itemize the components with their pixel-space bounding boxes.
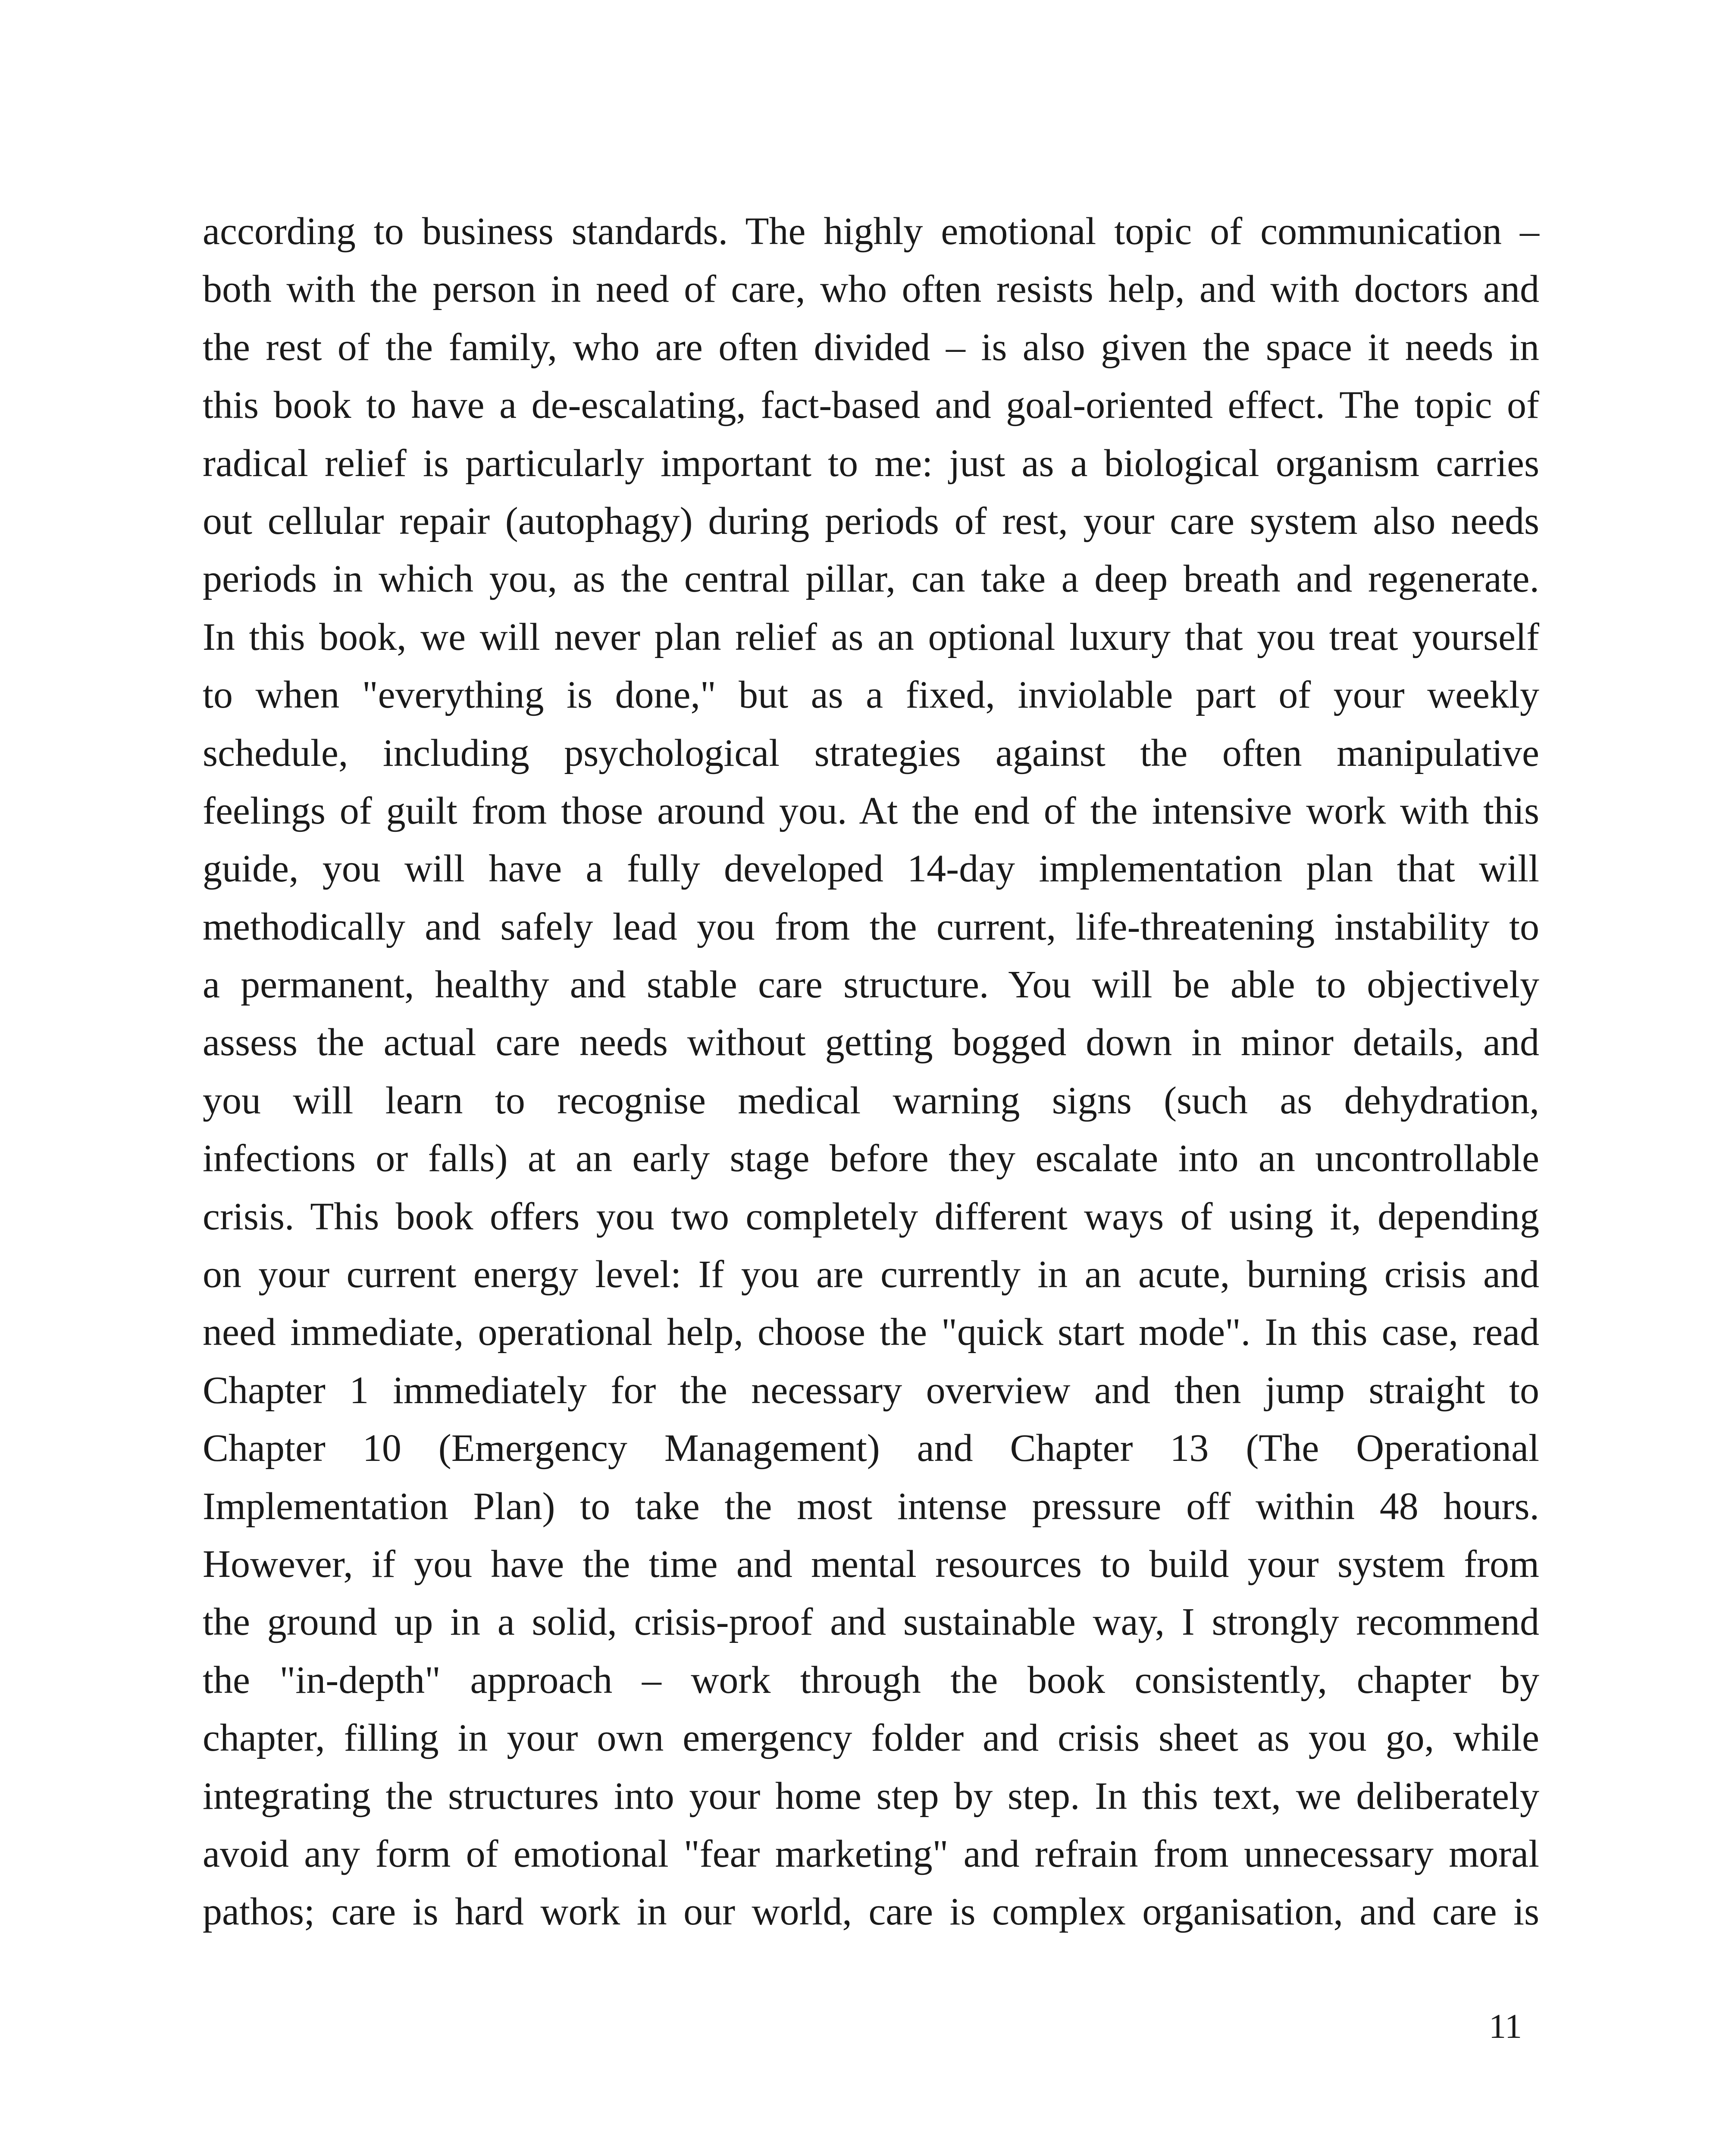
text-line: the rest of the family, who are often divided – is also given the space it needs in bbox=[203, 326, 1539, 369]
text-line: guide, you will have a fully developed 14-day implementation plan that will bbox=[203, 847, 1539, 890]
text-line: crisis. This book offers you two completely different ways of using it, depending bbox=[203, 1195, 1539, 1238]
body-text bbox=[203, 203, 1539, 1941]
text-line: chapter, filling in your own emergency folder and crisis sheet as you go, while bbox=[203, 1717, 1539, 1760]
text-line: the ground up in a solid, crisis-proof and sustainable way, I strongly recommend bbox=[203, 1601, 1539, 1644]
text-line: out cellular repair (autophagy) during periods of rest, your care system also needs bbox=[203, 499, 1539, 542]
text-line: this book to have a de-escalating, fact-based and goal-oriented effect. The topic of bbox=[203, 384, 1539, 427]
text-line: Chapter 1 immediately for the necessary overview and then jump straight to bbox=[203, 1369, 1539, 1412]
text-line: on your current energy level: If you are currently in an acute, burning crisis and bbox=[203, 1253, 1539, 1296]
text-line: infections or falls) at an early stage before they escalate into an uncontrollable bbox=[203, 1137, 1539, 1180]
text-line: a permanent, healthy and stable care structure. You will be able to objectively bbox=[203, 963, 1539, 1006]
text-line: In this book, we will never plan relief as an optional luxury that you treat yourself bbox=[203, 615, 1539, 658]
text-line: integrating the structures into your home step by step. In this text, we deliberately bbox=[203, 1774, 1539, 1818]
text-line: periods in which you, as the central pillar, can take a deep breath and regenerate. bbox=[203, 558, 1539, 601]
page-number: 11 bbox=[1488, 2008, 1522, 2046]
text-line: avoid any form of emotional "fear marketing" and refrain from unnecessary moral bbox=[203, 1832, 1539, 1875]
text-line: Chapter 10 (Emergency Management) and Chapter 13 (The Operational bbox=[203, 1427, 1539, 1470]
text-line: radical relief is particularly important to me: just as a biological organism carries bbox=[203, 442, 1539, 485]
text-line: assess the actual care needs without getting bogged down in minor details, and bbox=[203, 1021, 1539, 1064]
text-line: you will learn to recognise medical warning signs (such as dehydration, bbox=[203, 1079, 1539, 1122]
text-line: according to business standards. The highly emotional topic of communication – bbox=[203, 210, 1539, 253]
text-line: methodically and safely lead you from the current, life-threatening instability to bbox=[203, 905, 1539, 948]
text-line: pathos; care is hard work in our world, care is complex organisation, and care is bbox=[203, 1890, 1539, 1934]
text-line: the "in-depth" approach – work through the book consistently, chapter by bbox=[203, 1658, 1539, 1702]
text-line: schedule, including psychological strategies against the often manipulative bbox=[203, 731, 1539, 774]
text-line: Implementation Plan) to take the most intense pressure off within 48 hours. bbox=[203, 1485, 1539, 1528]
text-line: feelings of guilt from those around you. At the end of the intensive work with this bbox=[203, 789, 1539, 832]
text-line: However, if you have the time and mental resources to build your system from bbox=[203, 1542, 1539, 1586]
text-line: to when "everything is done," but as a fixed, inviolable part of your weekly bbox=[203, 674, 1539, 717]
text-line: both with the person in need of care, who often resists help, and with doctors and bbox=[203, 268, 1539, 311]
text-line: need immediate, operational help, choose the "quick start mode". In this case, read bbox=[203, 1311, 1539, 1354]
